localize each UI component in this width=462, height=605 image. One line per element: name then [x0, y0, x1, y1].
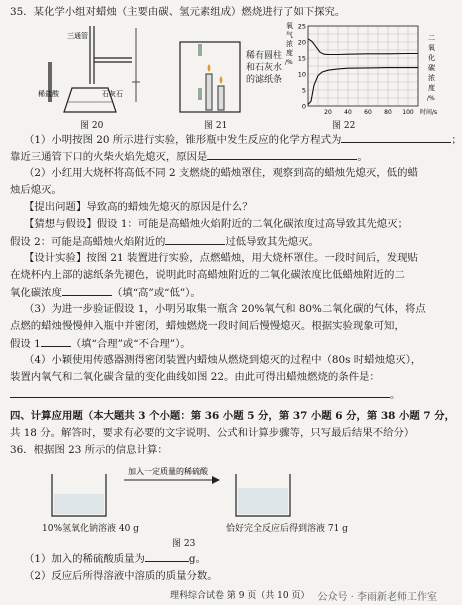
fig22-left-axis-label-4: 度	[286, 49, 293, 57]
x-tick-label: 40	[344, 109, 352, 116]
fig22-left-axis-label-2: 气	[286, 31, 293, 39]
section4-heading-line2: 共 18 分。解答时，要求有必要的文字说明、公式和计算步骤等，只写最后结果不给分）	[10, 427, 415, 439]
figure-23	[40, 460, 340, 530]
y-tick-label: 5	[301, 86, 306, 95]
fig22-right-axis-label-5: 浓	[428, 74, 435, 82]
q35-ask: 【提出问题】导致高的蜡烛先熄灭的原因是什么？	[24, 201, 253, 213]
fig22-left-axis-label-5: /%	[285, 59, 293, 66]
page-footer: 理科综合试卷 第 9 页（共 10 页）	[170, 591, 310, 601]
q35-part1-line2: 靠近三通管下口的火柴火焰先熄灭，原因是 。	[10, 151, 368, 163]
fig21-label-3: 的滤纸条	[246, 75, 283, 85]
fig20-caption: 图 20	[80, 121, 104, 131]
fig21-label-2: 和石灰水	[246, 63, 283, 73]
figure-20	[32, 22, 152, 118]
x-tick-label: 20	[324, 109, 332, 116]
series-line-1	[308, 39, 418, 55]
fig22-left-axis-label-1: 氧	[286, 22, 293, 30]
q35-part4-line3: 。	[10, 388, 435, 402]
q35-part3-line1: （3）为进一步验证假设 1，小明另取集一瓶含 20%氧气和 80%二氧化碳的气体，将点	[24, 303, 426, 315]
fig22-left-axis-label-3: 浓	[286, 40, 293, 48]
x-axis-label: 时间/s	[420, 109, 438, 116]
q36-part2: （2）反应后所得溶液中溶质的质量分数。	[24, 570, 218, 582]
x-tick-label: 80	[384, 109, 392, 116]
x-tick-label: 60	[364, 109, 372, 116]
q36-stem: 36．根据图 23 所示的信息计算：	[10, 444, 168, 456]
section4-heading-line1: 四、计算应用题（本大题共 3 个小题：第 36 小题 5 分，第 37 小题 6 分，第 38 小题 7 分，	[10, 410, 456, 422]
figure-21	[170, 36, 250, 116]
fig22-right-axis-label-7: /%	[427, 95, 435, 102]
y-tick-label: 10	[297, 70, 306, 79]
fig23-right-label: 恰好完全反应后得到溶液 71 g	[226, 524, 348, 534]
x-tick-label: 100	[402, 109, 414, 116]
fig23-left-label: 10%氢氧化钠溶液 40 g	[42, 524, 139, 534]
fig22-caption: 图 22	[332, 121, 356, 131]
q35-part3-line2: 点燃的蜡烛慢慢伸入瓶中并密闭，蜡烛燃烧一段时间后慢慢熄灭。根据实验现象可知，	[10, 320, 405, 332]
y-tick-label: 20	[297, 38, 306, 47]
fig22-right-axis-label-6: 度	[428, 84, 435, 92]
fig22-right-axis-label-4: 碳	[428, 64, 435, 72]
q35-part1-line1: （1）小明按图 20 所示进行实验，锥形瓶中发生反应的化学方程式为 ；	[24, 134, 462, 146]
fig20-acid-label: 稀盐酸	[38, 90, 59, 98]
q35-hypothesis-2: 假设 2：可能是高蜡烛火焰附近的 过低导致其先熄灭。	[10, 236, 319, 248]
fig23-caption: 图 23	[172, 539, 196, 549]
y-tick-label: 0	[301, 102, 306, 111]
q35-stem: 35．某化学小组对蜡烛（主要由碳、氢元素组成）燃烧进行了如下探究。	[10, 6, 346, 18]
fig22-right-axis-label-1: 二	[428, 34, 435, 42]
watermark: 公众号 · 李雨新老师工作室	[317, 592, 437, 603]
q35-part4-line1: （4）小颖使用传感器测得密闭装置内蜡烛从燃烧到熄灭的过程中（80s 时蜡烛熄灭），	[24, 354, 422, 366]
fig20-stone-label: 石灰石	[102, 90, 123, 98]
y-tick-label: 15	[297, 54, 306, 63]
fig23-arrow-text: 加入一定质量的稀硫酸	[128, 467, 208, 476]
q35-part4-line2: 装置内氧气和二氧化碳含量的变化曲线如图 22。由此可得出蜡烛燃烧的条件是：	[10, 371, 380, 383]
q35-hypothesis-1: 【猜想与假设】假设 1：可能是高蜡烛火焰附近的二氧化碳浓度过高导致其先熄灭；	[24, 218, 408, 230]
q35-experiment-line3: 氧化碳浓度 （填“高”或“低”）。	[10, 287, 201, 299]
q35-part2-line2: 烛后熄灭。	[10, 184, 62, 196]
fig22-right-axis-label-3: 化	[428, 54, 435, 62]
q35-part2-line1: （2）小红用大烧杯将高低不同 2 支燃烧的蜡烛罩住，观察到高的蜡烛先熄灭，低的蜡	[24, 167, 418, 179]
fig22-right-axis-label-2: 氧	[428, 44, 435, 52]
fig21-label-1: 稀有圆柱	[246, 51, 283, 61]
fig21-caption: 图 21	[204, 121, 228, 131]
figure-22-chart	[282, 20, 442, 122]
q35-experiment-line2: 在烧杯内上部的滤纸条先褪色，说明此时高蜡烛附近的二氧化碳浓度比低蜡烛附近的二	[10, 269, 405, 281]
series-line-2	[308, 68, 418, 105]
q35-experiment-line1: 【设计实验】按图 21 装置进行实验，点燃蜡烛，用大烧杯罩住。一段时间后，发现贴	[24, 252, 418, 264]
q35-part3-line3: 假设 1 （填“合理”或“不合理”）。	[10, 338, 191, 350]
fig20-tube-label: 三通管	[67, 32, 88, 40]
y-tick-label: 25	[297, 22, 306, 31]
q36-part1: （1）加入的稀硫酸质量为 g。	[24, 553, 206, 565]
